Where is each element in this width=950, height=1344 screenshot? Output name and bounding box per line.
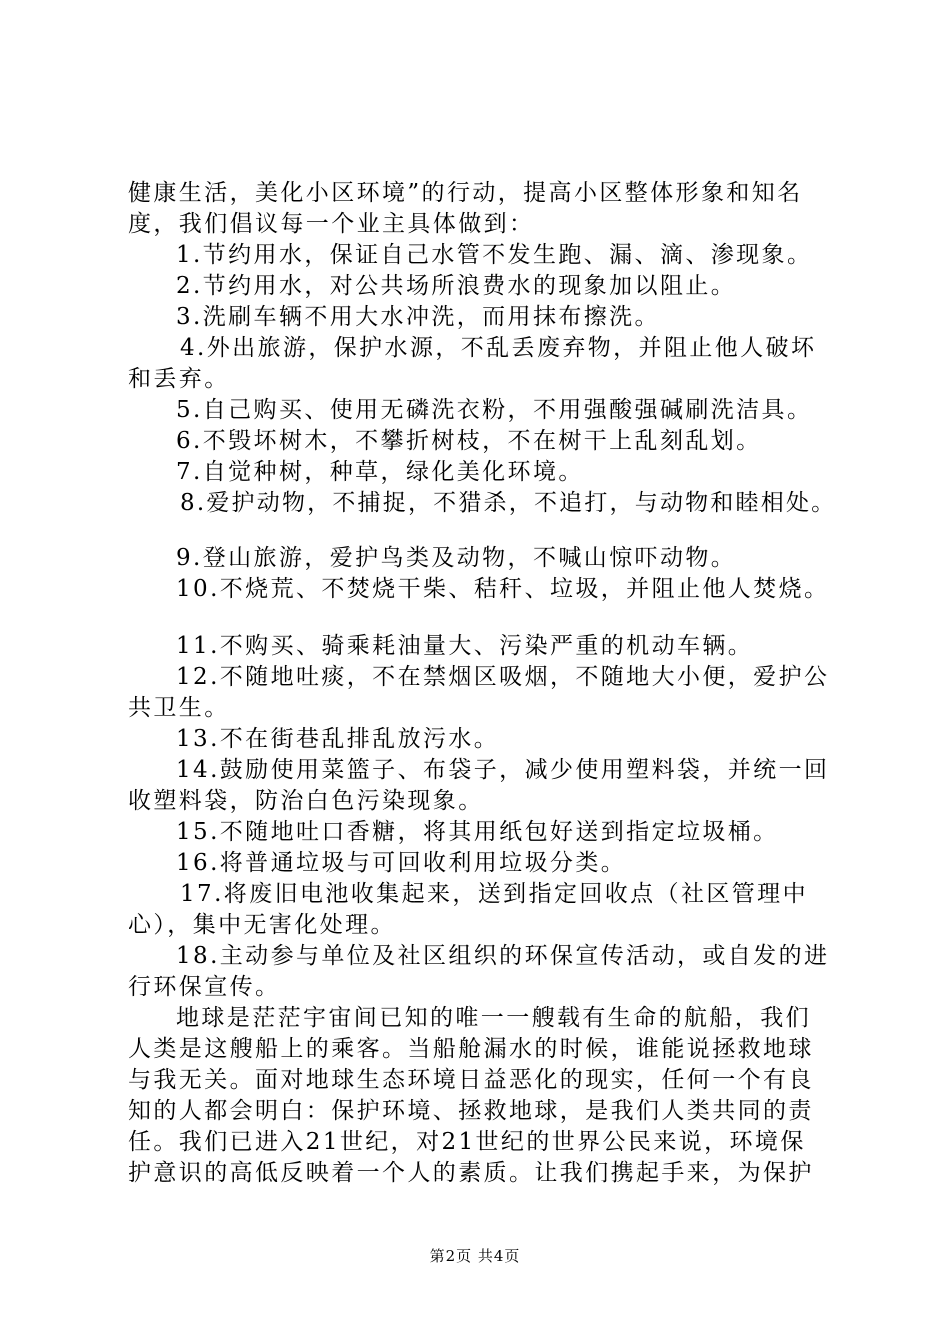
paragraph-line: 地球是茫茫宇宙间已知的唯一一艘载有生命的航船，我们 [176,1005,811,1031]
text-line: 收塑料袋，防治白色污染现象。 [128,788,484,814]
list-item: 18.主动参与单位及社区组织的环保宣传活动，或自发的进 [176,943,830,969]
page-number: 第2页 共4页 [429,1247,521,1265]
text-line: 和丢弃。 [128,366,230,392]
list-item: 3.洗刷车辆不用大水冲洗，而用抹布擦洗。 [176,304,660,330]
list-item: 6.不毁坏树木，不攀折树枝，不在树干上乱刻乱划。 [176,428,762,454]
text-line: 度，我们倡议每一个业主具体做到： [128,211,535,237]
paragraph-line: 人类是这艘船上的乘客。当船舱漏水的时候，谁能说拯救地球 [128,1036,814,1062]
paragraph-line: 护意识的高低反映着一个人的素质。让我们携起手来，为保护 [128,1160,814,1186]
list-item: 12.不随地吐痰，不在禁烟区吸烟，不随地大小便，爱护公 [176,664,830,690]
paragraph-line: 任。我们已进入21世纪，对21世纪的世界公民来说，环境保 [128,1129,806,1155]
list-item: 13.不在街巷乱排乱放污水。 [176,726,500,752]
list-item: 10.不烧荒、不焚烧干柴、秸秆、垃圾，并阻止他人焚烧。 [176,576,830,602]
text-line: 行环保宣传。 [128,974,281,1000]
list-item: 5.自己购买、使用无磷洗衣粉，不用强酸强碱刷洗洁具。 [176,397,813,423]
list-item: 7.自觉种树，种草，绿化美化环境。 [176,459,584,485]
list-item: 4.外出旅游，保护水源，不乱丢废弃物，并阻止他人破坏 [180,335,817,361]
list-item: 14.鼓励使用菜篮子、布袋子，减少使用塑料袋，并统一回 [176,757,830,783]
list-item: 16.将普通垃圾与可回收利用垃圾分类。 [176,850,627,876]
list-item: 8.爱护动物，不捕捉，不猎杀，不追打，与动物和睦相处。 [180,490,837,516]
list-item: 1.节约用水，保证自己水管不发生跑、漏、滴、渗现象。 [176,242,813,268]
list-item: 15.不随地吐口香糖，将其用纸包好送到指定垃圾桶。 [176,819,779,845]
list-item: 11.不购买、骑乘耗油量大、污染严重的机动车辆。 [176,633,754,659]
list-item: 2.节约用水，对公共场所浪费水的现象加以阻止。 [176,273,737,299]
text-line: 共卫生。 [128,695,230,721]
paragraph-line: 知的人都会明白：保护环境、拯救地球，是我们人类共同的责 [128,1098,814,1124]
text-line: 健康生活，美化小区环境”的行动，提高小区整体形象和知名 [128,180,803,206]
list-item: 9.登山旅游，爱护鸟类及动物，不喊山惊吓动物。 [176,545,737,571]
list-item: 17.将废旧电池收集起来，送到指定回收点（社区管理中 [180,881,808,907]
paragraph-line: 与我无关。面对地球生态环境日益恶化的现实，任何一个有良 [128,1067,814,1093]
text-line: 心），集中无害化处理。 [128,912,396,938]
